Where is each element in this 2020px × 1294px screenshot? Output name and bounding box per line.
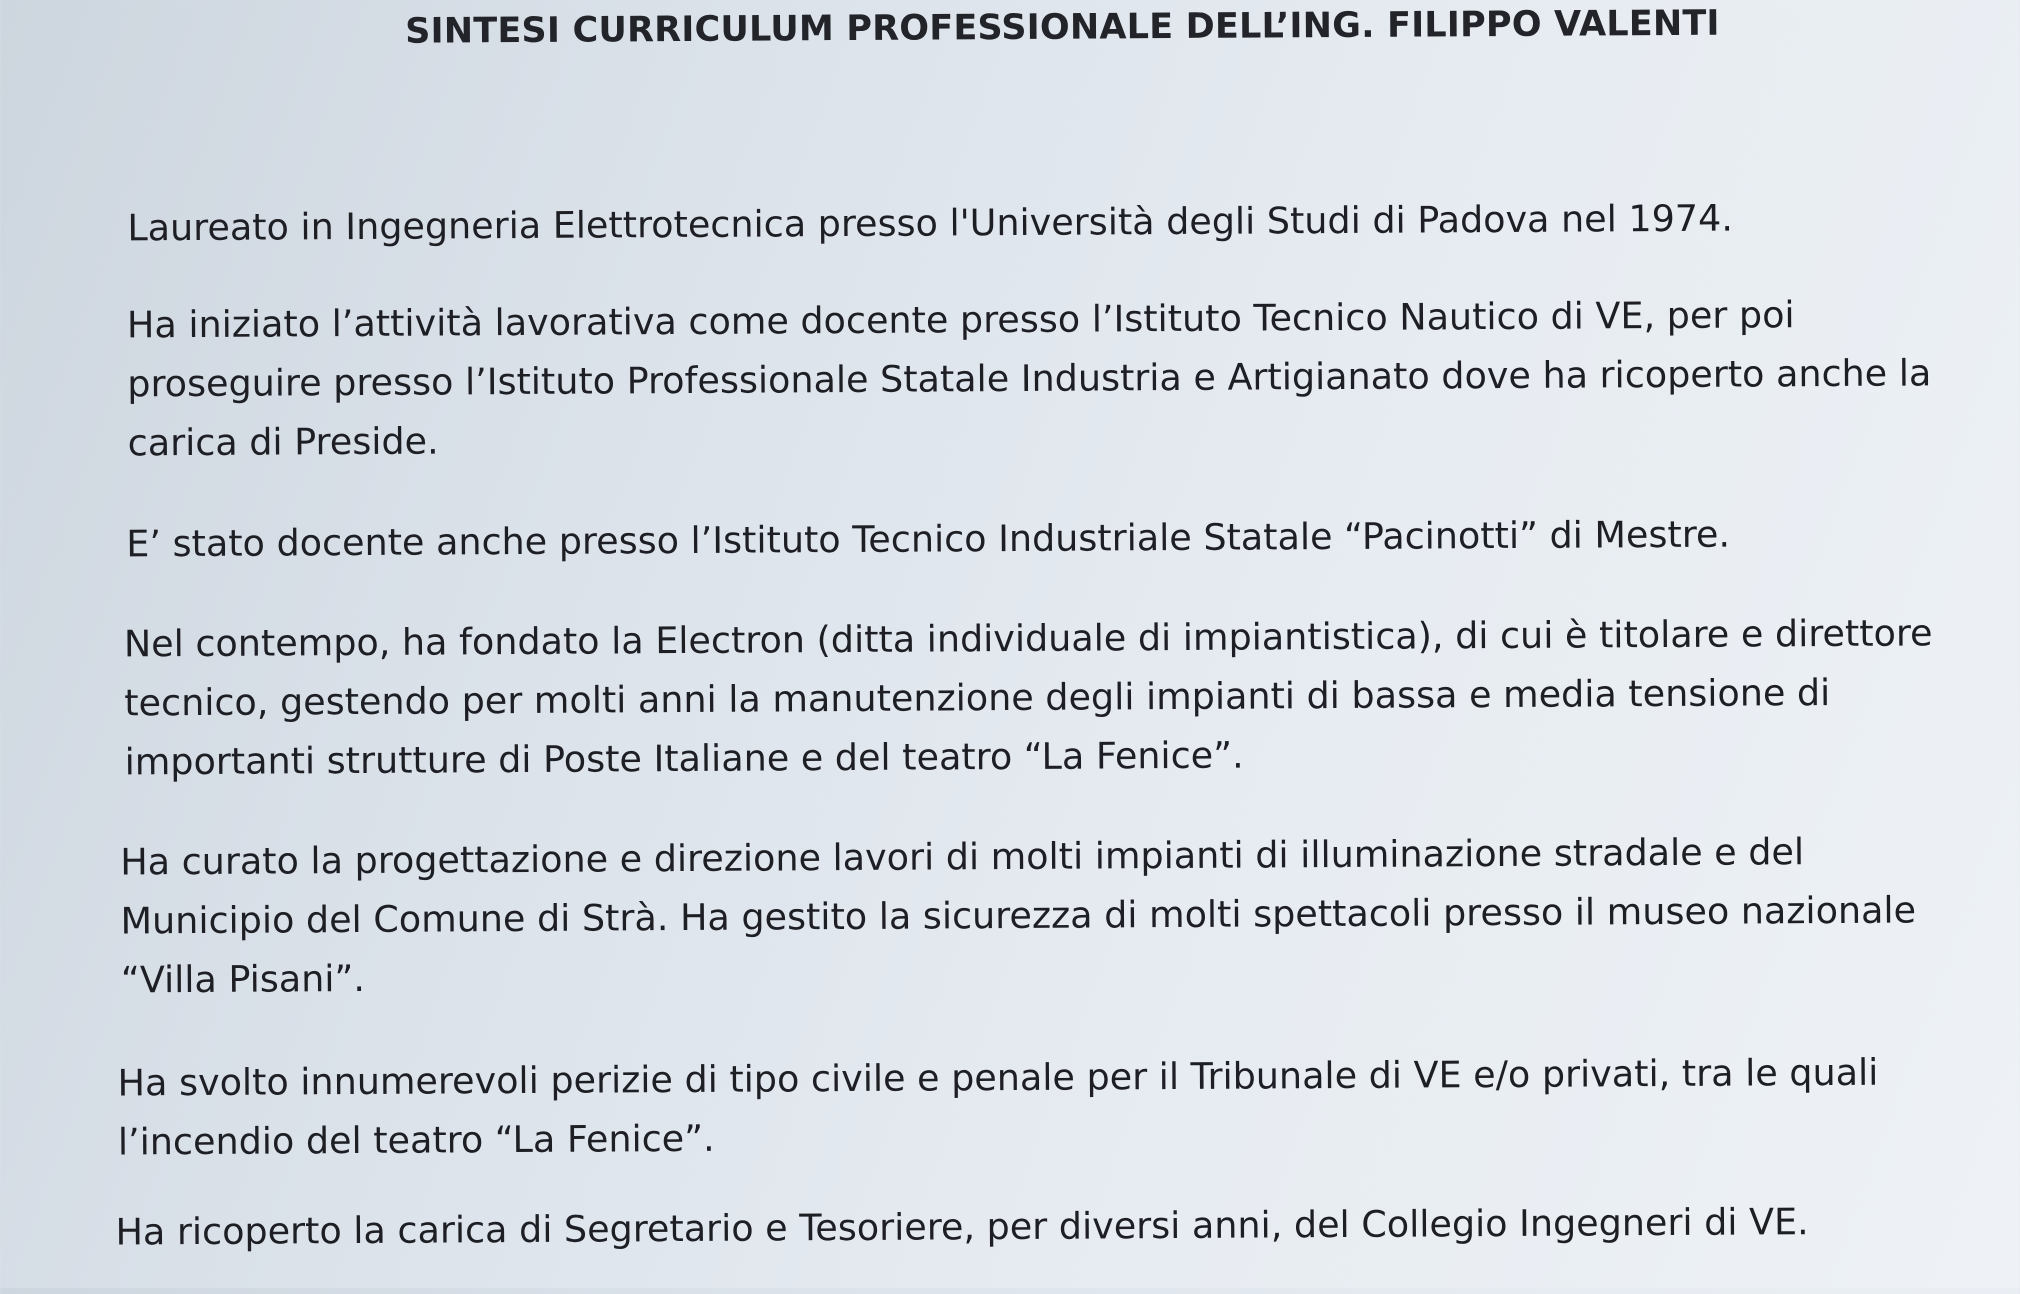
- paragraph-line: l’incendio del teatro “La Fenice”.: [117, 1116, 715, 1164]
- paragraph-line: Ha curato la progettazione e direzione lavori di molti impianti di illuminazione stradale e del: [120, 830, 1805, 884]
- paragraph-expert-reports: [117, 1042, 1918, 1171]
- paragraph-teaching-career: [126, 284, 1932, 472]
- document-title: SINTESI CURRICULUM PROFESSIONALE DELL’ING. FILIPPO VALENTI: [405, 3, 1720, 52]
- paragraph-design-works: [120, 821, 1921, 1009]
- paragraph-line: Nel contempo, ha fondato la Electron (ditta individuale di impiantistica), di cui è titolare e direttore: [123, 611, 1933, 666]
- paragraph-pacinotti: [126, 503, 1926, 573]
- paragraph-line: importanti strutture di Poste Italiane e del teatro “La Fenice”.: [124, 733, 1244, 784]
- paragraph-line: Municipio del Comune di Strà. Ha gestito la sicurezza di molti spettacoli presso il museo nazionale: [120, 888, 1917, 943]
- paragraph-collegio: [115, 1191, 1915, 1261]
- paragraph-line: tecnico, gestendo per molti anni la manutenzione degli impianti di bassa e media tensione di: [124, 671, 1831, 725]
- paragraph-line: Ha iniziato l’attività lavorativa come docente presso l’Istituto Tecnico Nautico di VE, per poi: [126, 293, 1795, 347]
- paragraph-line: “Villa Pisani”.: [120, 956, 366, 1002]
- paragraph-line: Ha svolto innumerevoli perizie di tipo civile e penale per il Tribunale di VE e/o privati, tra le quali: [117, 1050, 1879, 1105]
- paragraph-line: proseguire presso l’Istituto Professionale Statale Industria e Artigianato dove ha ricoperto anche la: [127, 351, 1932, 406]
- paragraph-line: Ha ricoperto la carica di Segretario e Tesoriere, per diversi anni, del Collegio Ingegneri di VE.: [115, 1200, 1809, 1254]
- paragraph-line: Laureato in Ingegneria Elettrotecnica presso l'Università degli Studi di Padova nel 1974.: [127, 196, 1734, 250]
- paragraph-line: carica di Preside.: [127, 419, 439, 465]
- paragraph-degree: [127, 187, 1927, 257]
- paragraph-electron: [123, 603, 1933, 791]
- paragraph-line: E’ stato docente anche presso l’Istituto Tecnico Industriale Statale “Pacinotti” di Mestre.: [126, 512, 1731, 566]
